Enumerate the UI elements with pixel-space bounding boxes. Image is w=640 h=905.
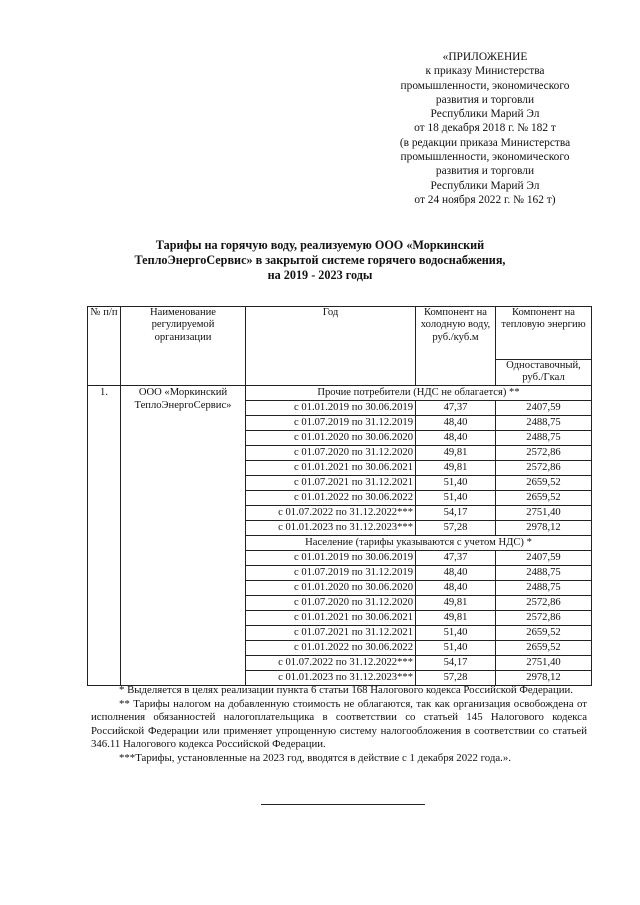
section-row bbox=[88, 386, 592, 401]
header-cold-water: Компонент на холодную воду, руб./куб.м bbox=[416, 307, 496, 386]
appendix-line: промышленности, экономического bbox=[400, 151, 570, 164]
appendix-line: развития и торговли bbox=[435, 165, 535, 178]
closing-rule bbox=[261, 804, 425, 805]
title-line: на 2019 - 2023 годы bbox=[267, 268, 373, 283]
document-title bbox=[80, 238, 560, 284]
footnote-2023-tariffs: ***Тарифы, установленные на 2023 год, вводятся в действие с 1 декабря 2022 года.». bbox=[119, 751, 511, 764]
header-number: № п/п bbox=[88, 307, 121, 386]
period-cell: с 01.01.2022 по 30.06.2022 bbox=[246, 641, 416, 656]
cold-water-cell: 49,81 bbox=[416, 461, 496, 476]
heat-energy-cell: 2572,86 bbox=[496, 611, 592, 626]
cold-water-cell: 49,81 bbox=[416, 611, 496, 626]
period-cell: с 01.07.2021 по 31.12.2021 bbox=[246, 476, 416, 491]
cold-water-cell: 49,81 bbox=[416, 446, 496, 461]
period-cell: с 01.01.2020 по 30.06.2020 bbox=[246, 431, 416, 446]
section-label: Прочие потребители (НДС не облагается) ** bbox=[246, 386, 592, 401]
cold-water-cell: 47,37 bbox=[416, 551, 496, 566]
row-number: 1. bbox=[88, 386, 121, 686]
header-organization: Наименование регулируемой организации bbox=[121, 307, 246, 386]
cold-water-cell: 48,40 bbox=[416, 581, 496, 596]
period-cell: с 01.01.2023 по 31.12.2023*** bbox=[246, 521, 416, 536]
heat-energy-cell: 2572,86 bbox=[496, 461, 592, 476]
period-cell: с 01.01.2020 по 30.06.2020 bbox=[246, 581, 416, 596]
header-heat-energy: Компонент на тепловую энергию bbox=[496, 307, 592, 360]
organization-name: ООО «Моркинский ТеплоЭнергоСервис» bbox=[121, 386, 246, 686]
heat-energy-cell: 2659,52 bbox=[496, 641, 592, 656]
heat-energy-cell: 2659,52 bbox=[496, 491, 592, 506]
period-cell: с 01.07.2019 по 31.12.2019 bbox=[246, 566, 416, 581]
cold-water-cell: 54,17 bbox=[416, 506, 496, 521]
cold-water-cell: 51,40 bbox=[416, 476, 496, 491]
period-cell: с 01.01.2019 по 30.06.2019 bbox=[246, 401, 416, 416]
tariff-table-body bbox=[88, 386, 592, 686]
heat-energy-cell: 2978,12 bbox=[496, 521, 592, 536]
cold-water-cell: 57,28 bbox=[416, 671, 496, 686]
heat-energy-cell: 2659,52 bbox=[496, 626, 592, 641]
heat-energy-cell: 2407,59 bbox=[496, 401, 592, 416]
period-cell: с 01.07.2022 по 31.12.2022*** bbox=[246, 506, 416, 521]
cold-water-cell: 48,40 bbox=[416, 416, 496, 431]
appendix-line: промышленности, экономического bbox=[400, 79, 570, 92]
cold-water-cell: 48,40 bbox=[416, 566, 496, 581]
period-cell: с 01.07.2022 по 31.12.2022*** bbox=[246, 656, 416, 671]
appendix-line: развития и торговли bbox=[435, 93, 535, 106]
appendix-line: от 18 декабря 2018 г. № 182 т bbox=[414, 122, 556, 135]
footnotes bbox=[91, 684, 587, 766]
heat-energy-cell: 2572,86 bbox=[496, 596, 592, 611]
footnote-vat-population: * Выделяется в целях реализации пункта 6 статьи 168 Налогового кодекса Российской Федерации. bbox=[119, 684, 574, 696]
heat-energy-cell: 2572,86 bbox=[496, 446, 592, 461]
period-cell: с 01.01.2019 по 30.06.2019 bbox=[246, 551, 416, 566]
cold-water-cell: 47,37 bbox=[416, 401, 496, 416]
header-year: Год bbox=[246, 307, 416, 386]
cold-water-cell: 51,40 bbox=[416, 641, 496, 656]
heat-energy-cell: 2978,12 bbox=[496, 671, 592, 686]
period-cell: с 01.01.2021 по 30.06.2021 bbox=[246, 611, 416, 626]
period-cell: с 01.07.2020 по 31.12.2020 bbox=[246, 446, 416, 461]
appendix-heading bbox=[380, 50, 590, 207]
appendix-line: (в редакции приказа Министерства bbox=[399, 136, 571, 149]
period-cell: с 01.07.2020 по 31.12.2020 bbox=[246, 596, 416, 611]
heat-energy-cell: 2751,40 bbox=[496, 656, 592, 671]
section-label: Население (тарифы указываются с учетом НДС) * bbox=[246, 536, 592, 551]
heat-energy-cell: 2488,75 bbox=[496, 566, 592, 581]
appendix-line: от 24 ноября 2022 г. № 162 т) bbox=[414, 193, 556, 206]
cold-water-cell: 49,81 bbox=[416, 596, 496, 611]
heat-energy-cell: 2488,75 bbox=[496, 431, 592, 446]
appendix-line: «ПРИЛОЖЕНИЕ bbox=[442, 51, 528, 63]
period-cell: с 01.01.2021 по 30.06.2021 bbox=[246, 461, 416, 476]
cold-water-cell: 51,40 bbox=[416, 491, 496, 506]
title-line: ТеплоЭнергоСервис» в закрытой системе горячего водоснабжения, bbox=[134, 253, 506, 268]
period-cell: с 01.07.2021 по 31.12.2021 bbox=[246, 626, 416, 641]
heat-energy-cell: 2488,75 bbox=[496, 581, 592, 596]
title-line: Тарифы на горячую воду, реализуемую ООО «Моркинский bbox=[155, 238, 485, 252]
appendix-line: Республики Марий Эл bbox=[430, 108, 540, 121]
footnote-vat-exempt: ** Тарифы налогом на добавленную стоимость не облагаются, так как организация освобождена от исполнения обязанностей налогоплательщика в соответствии со статьей 145 Налогового кодекса Российской Федерации или применяет упрощенную систему налогообложения в соответствии со статьей 346.11 Налогового кодекса Российской Федерации. bbox=[91, 697, 587, 751]
heat-energy-cell: 2751,40 bbox=[496, 506, 592, 521]
appendix-line: к приказу Министерства bbox=[425, 65, 545, 78]
heat-energy-cell: 2407,59 bbox=[496, 551, 592, 566]
cold-water-cell: 57,28 bbox=[416, 521, 496, 536]
period-cell: с 01.01.2022 по 30.06.2022 bbox=[246, 491, 416, 506]
cold-water-cell: 48,40 bbox=[416, 431, 496, 446]
heat-energy-cell: 2488,75 bbox=[496, 416, 592, 431]
header-heat-single-rate: Одноставочный, руб./Гкал bbox=[496, 360, 592, 386]
period-cell: с 01.01.2023 по 31.12.2023*** bbox=[246, 671, 416, 686]
cold-water-cell: 54,17 bbox=[416, 656, 496, 671]
appendix-line: Республики Марий Эл bbox=[430, 179, 540, 192]
period-cell: с 01.07.2019 по 31.12.2019 bbox=[246, 416, 416, 431]
heat-energy-cell: 2659,52 bbox=[496, 476, 592, 491]
tariff-table bbox=[87, 306, 592, 686]
cold-water-cell: 51,40 bbox=[416, 626, 496, 641]
